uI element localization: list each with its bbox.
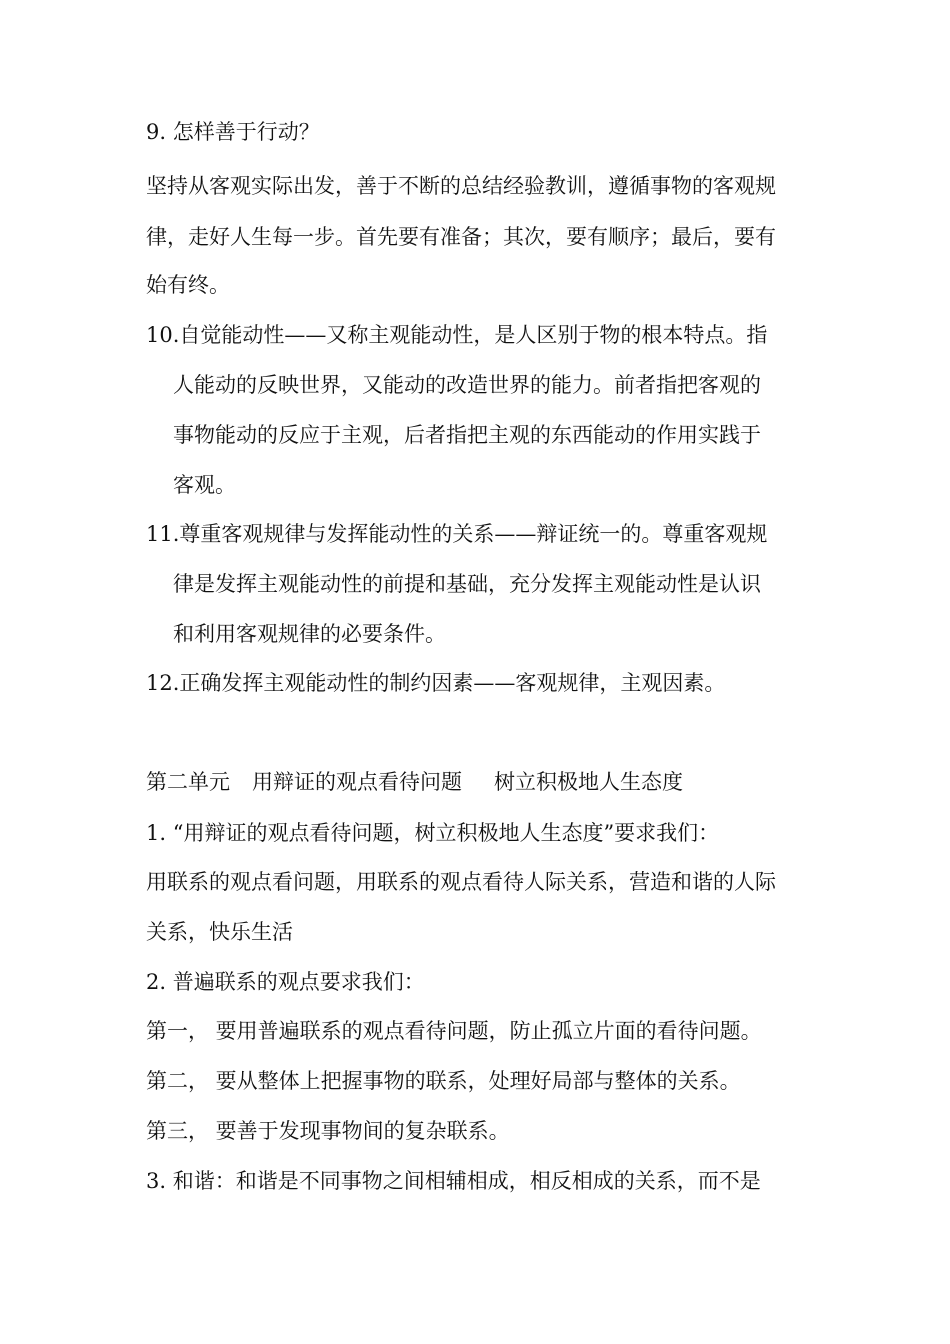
q10-line-3: 事物能动的反应于主观，后者指把主观的东西能动的作用实践于 [173, 423, 761, 447]
q11-line-2: 律是发挥主观能动性的前提和基础，充分发挥主观能动性是认识 [173, 572, 761, 596]
u2q2-line-3: 第三， 要善于发现事物间的复杂联系。 [146, 1119, 510, 1143]
q11-line-3: 和利用客观规律的必要条件。 [173, 622, 446, 646]
q10-line-4: 客观。 [173, 473, 236, 497]
q10-line-2: 人能动的反映世界，又能动的改造世界的能力。前者指把客观的 [173, 373, 761, 397]
q9-line-2: 律，走好人生每一步。首先要有准备；其次，要有顺序；最后，要有 [146, 225, 776, 249]
u2q1-line-1: 用联系的观点看问题，用联系的观点看待人际关系，营造和谐的人际 [146, 870, 776, 894]
u2q3-line-1: 3. 和谐：和谐是不同事物之间相辅相成，相反相成的关系，而不是 [146, 1169, 761, 1193]
q10-line-1: 10.自觉能动性——又称主观能动性，是人区别于物的根本特点。指 [146, 323, 768, 347]
unit2-title-b: 树立积极地人生态度 [494, 770, 683, 794]
u2q2-line-1: 第一， 要用普遍联系的观点看待问题，防止孤立片面的看待问题。 [146, 1019, 762, 1043]
u2q2-line-2: 第二， 要从整体上把握事物的联系，处理好局部与整体的关系。 [146, 1069, 741, 1093]
q9-heading: 9. 怎样善于行动？ [146, 120, 320, 144]
q9-line-1: 坚持从客观实际出发，善于不断的总结经验教训，遵循事物的客观规 [146, 174, 776, 198]
unit2-heading [146, 767, 810, 797]
u2q1-heading: 1. “用辩证的观点看待问题，树立积极地人生态度”要求我们： [146, 821, 720, 845]
q12-line-1: 12.正确发挥主观能动性的制约因素——客观规律，主观因素。 [146, 671, 726, 695]
u2q2-heading: 2. 普遍联系的观点要求我们： [146, 970, 425, 994]
u2q1-line-2: 关系，快乐生活 [146, 920, 293, 944]
q9-line-3: 始有终。 [146, 273, 230, 297]
q11-line-1: 11.尊重客观规律与发挥能动性的关系——辩证统一的。尊重客观规 [146, 522, 768, 546]
unit2-title-a: 用辩证的观点看待问题 [252, 770, 462, 794]
unit2-unit: 第二单元 [146, 770, 230, 794]
